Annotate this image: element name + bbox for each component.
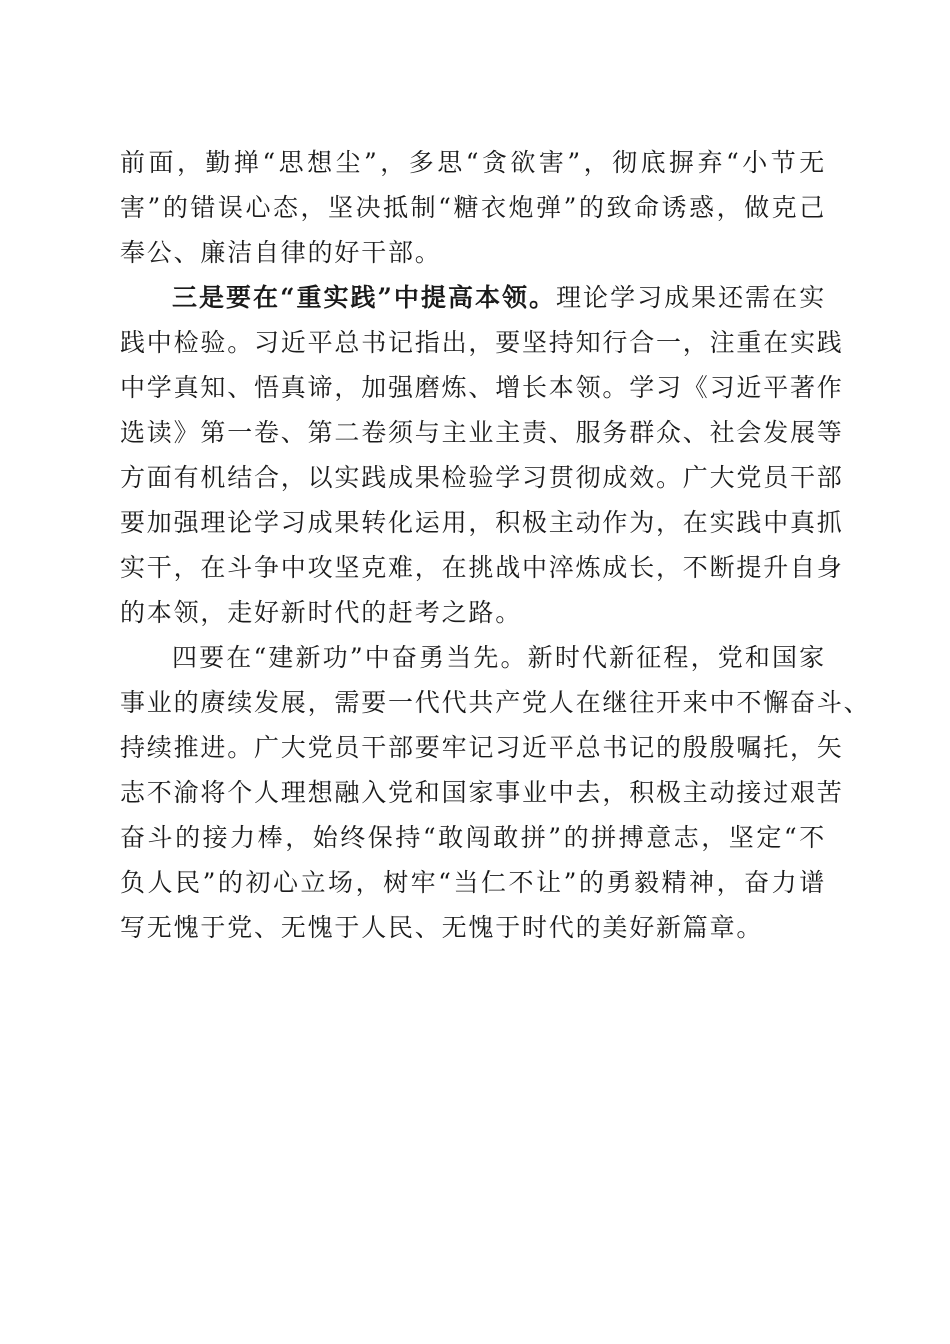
text-line: 方面有机结合，以实践成果检验学习贯彻成效。广大党员干部	[120, 463, 844, 492]
text-line: 害”的错误心态，坚决抵制“糖衣炮弹”的致命诱惑，做克己	[120, 193, 826, 222]
text-line-first: 四要在“建新功”中奋勇当先。新时代新征程，党和国家	[172, 643, 826, 672]
text-line: 负人民”的初心立场，树牢“当仁不让”的勇毅精神，奋力谱	[120, 868, 826, 897]
text-line: 奉公、廉洁自律的好干部。	[120, 238, 442, 267]
text-line: 选读》第一卷、第二卷须与主业主责、服务群众、社会发展等	[120, 418, 844, 447]
text-line: 持续推进。广大党员干部要牢记习近平总书记的殷殷嘱托，矢	[120, 733, 844, 762]
text-line-first	[120, 275, 826, 320]
paragraph-three	[120, 275, 844, 635]
text-line: 实干，在斗争中攻坚克难，在挑战中淬炼成长，不断提升自身	[120, 553, 844, 582]
document-body	[120, 140, 871, 950]
text-line: 前面，勤掸“思想尘”，多思“贪欲害”，彻底摒弃“小节无	[120, 148, 826, 177]
text-line: 志不渝将个人理想融入党和国家事业中去，积极主动接过艰苦	[120, 778, 844, 807]
text-line: 写无愧于党、无愧于人民、无愧于时代的美好新篇章。	[120, 913, 764, 942]
paragraph-lead-text: 理论学习成果还需在实	[556, 283, 826, 312]
paragraph-heading: 三是要在“重实践”中提高本领。	[172, 283, 557, 312]
text-line: 要加强理论学习成果转化运用，积极主动作为，在实践中真抓	[120, 508, 844, 537]
paragraph-four	[120, 635, 871, 950]
text-line: 奋斗的接力棒，始终保持“敢闯敢拼”的拼搏意志，坚定“不	[120, 823, 826, 852]
paragraph-continuation	[120, 140, 826, 275]
text-line: 的本领，走好新时代的赶考之路。	[120, 598, 523, 627]
text-line: 事业的赓续发展，需要一代代共产党人在继往开来中不懈奋斗、	[120, 688, 871, 717]
text-line: 践中检验。习近平总书记指出，要坚持知行合一，注重在实践	[120, 328, 844, 357]
text-line: 中学真知、悟真谛，加强磨炼、增长本领。学习《习近平著作	[120, 373, 844, 402]
